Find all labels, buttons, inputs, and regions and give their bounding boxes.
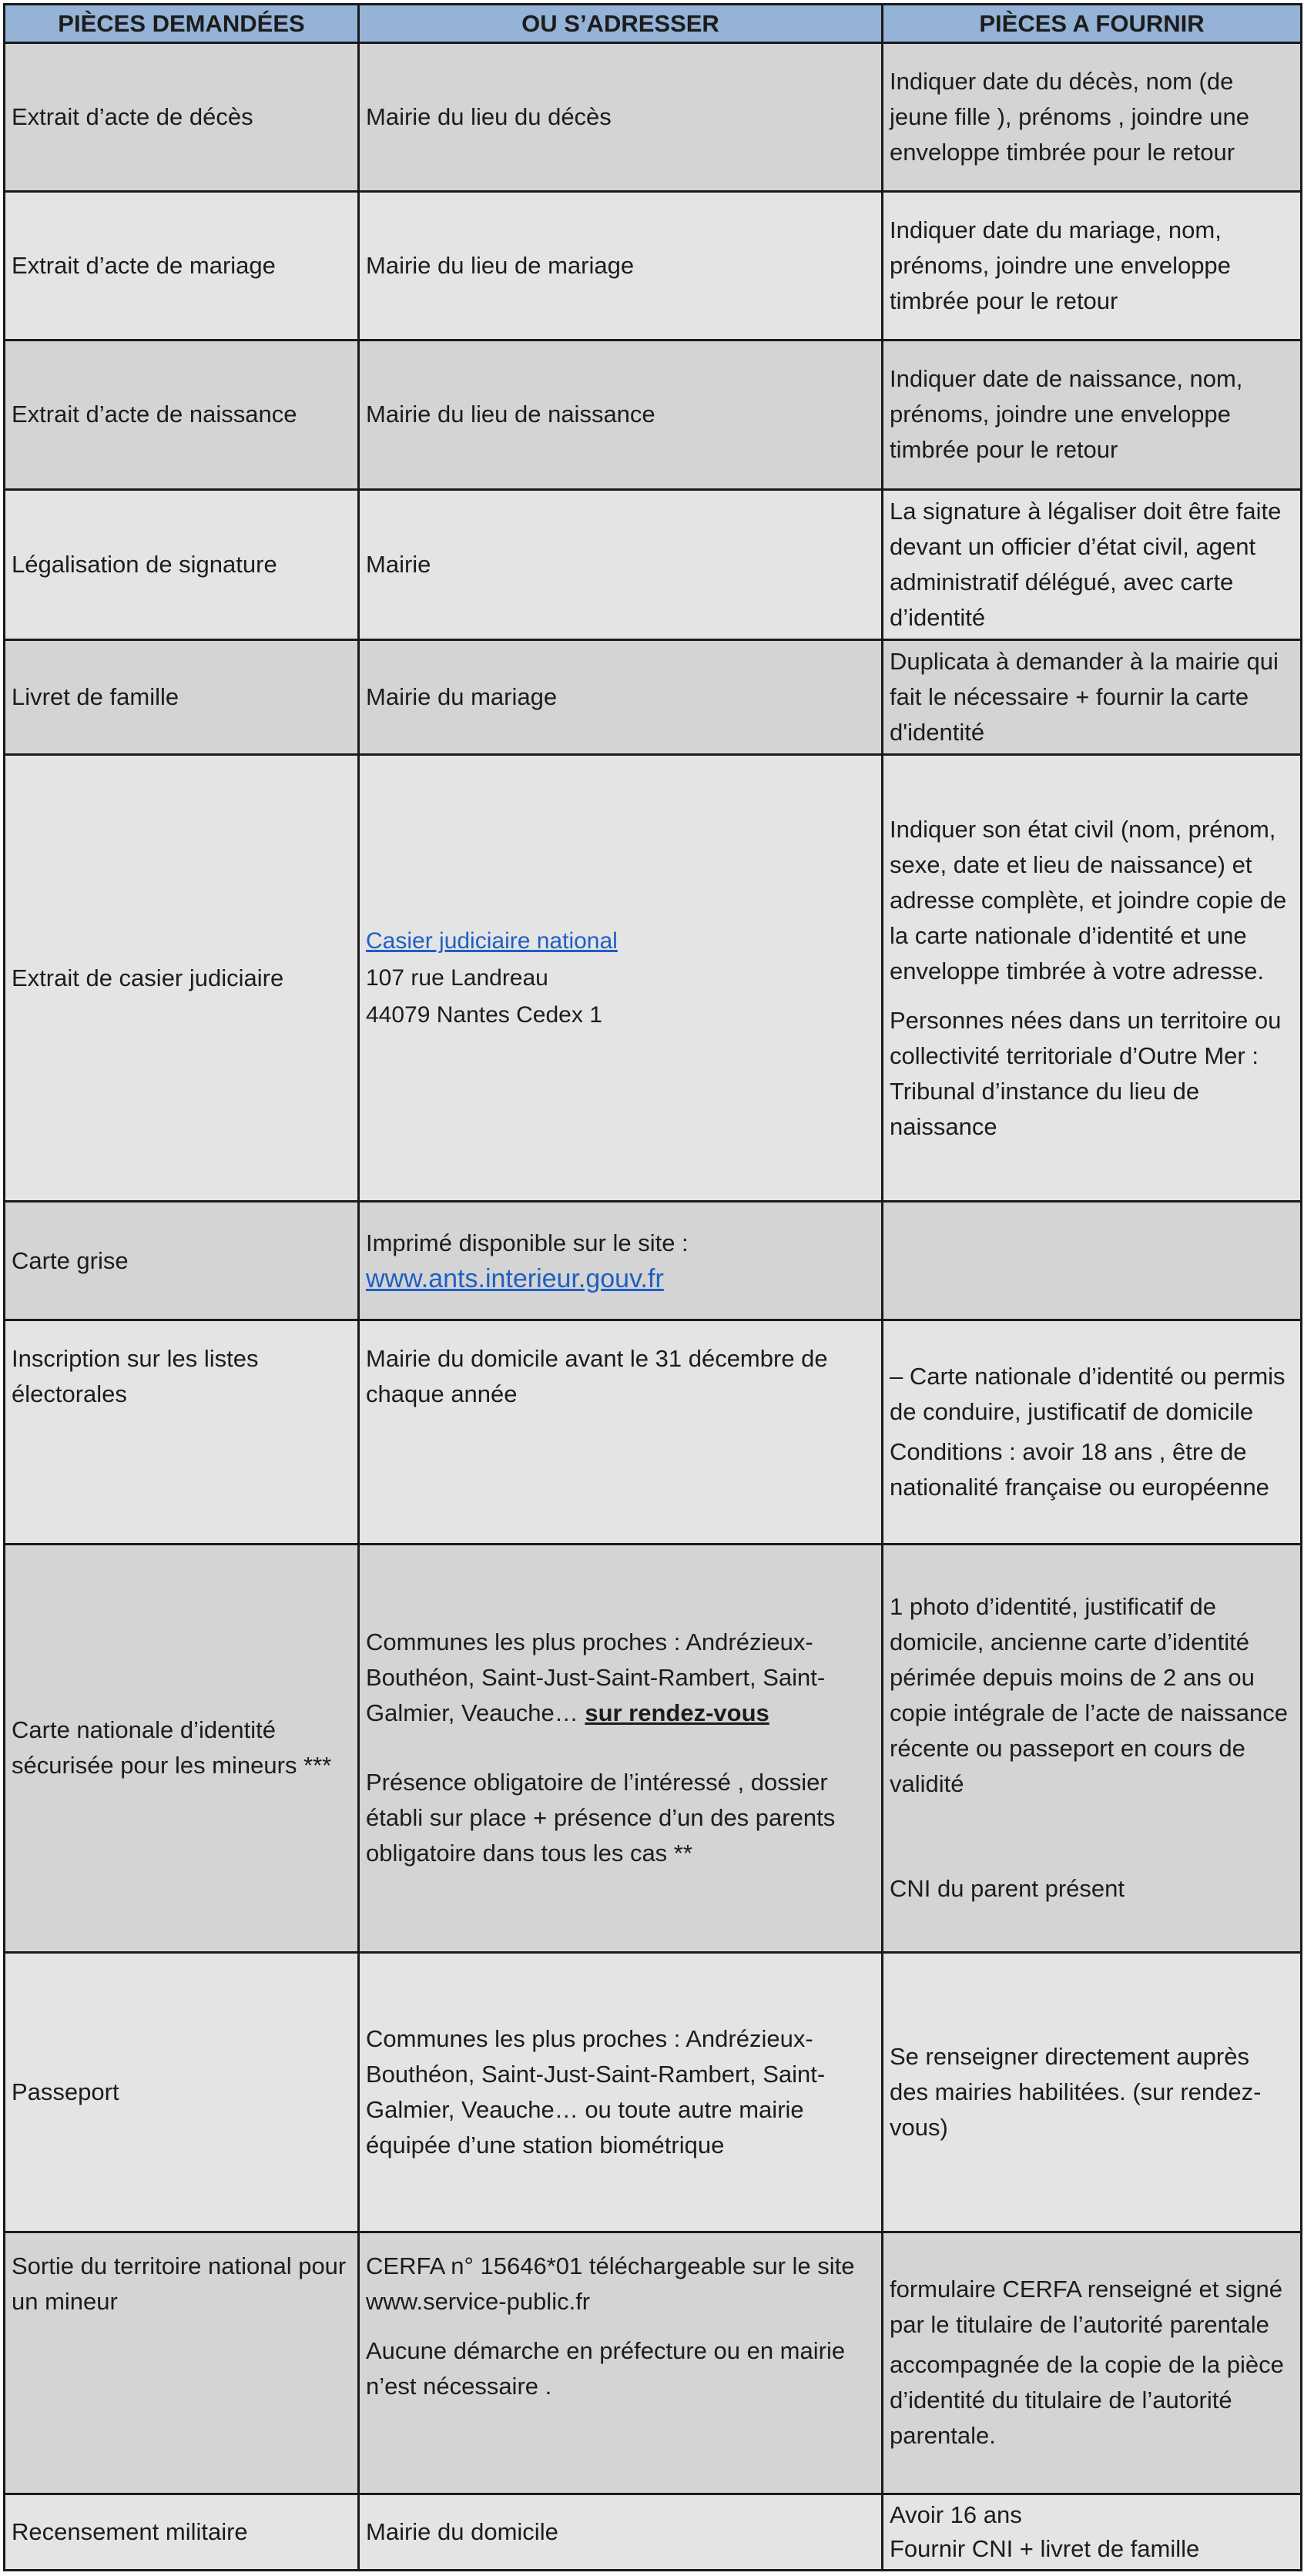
docs-text: Indiquer date du mariage, nom, prénoms, joindre une enveloppe timbrée pour le retour: [890, 216, 1231, 315]
cell-docs: [883, 1544, 1302, 1952]
cell-docs: [883, 754, 1302, 1202]
table-row: [5, 1953, 1302, 2232]
where-text: Imprimé disponible sur le site :: [366, 1229, 689, 1256]
docs-text: Duplicata à demander à la mairie qui fait le nécessaire + fournir la carte d'identité: [890, 647, 1279, 746]
cell-piece: Inscription sur les listes électorales: [5, 1320, 359, 1544]
cell-piece: Extrait d’acte de mariage: [5, 192, 359, 340]
cell-piece: Extrait de casier judiciaire: [5, 754, 359, 1202]
address-line: 44079 Nantes Cedex 1: [366, 1001, 602, 1028]
cell-docs: [883, 2494, 1302, 2570]
header-ou-s-adresser: OU S’ADRESSER: [359, 5, 883, 43]
table-row: [5, 2494, 1302, 2570]
table-row: [5, 639, 1302, 754]
cell-docs: [883, 2232, 1302, 2494]
table-row: [5, 340, 1302, 489]
docs-text: Se renseigner directement auprès des mairies habilitées. (sur rendez-vous): [890, 2042, 1262, 2141]
cell-piece: Carte nationale d’identité sécurisée pour les mineurs ***: [5, 1544, 359, 1952]
header-pieces-a-fournir: PIÈCES A FOURNIR: [883, 5, 1302, 43]
docs-text: 1 photo d’identité, justificatif de domicile, ancienne carte d’identité périmée depuis moins de 2 ans ou copie intégrale de l’acte de naissance récente ou passeport en cours de validité: [890, 1593, 1289, 1798]
docs-text: La signature à légaliser doit être faite devant un officier d’état civil, agent administratif délégué, avec carte d’identité: [890, 497, 1282, 631]
cell-docs: [883, 1320, 1302, 1544]
docs-text: formulaire CERFA renseigné et signé par le titulaire de l’autorité parentale: [890, 2276, 1283, 2339]
cell-piece: Livret de famille: [5, 639, 359, 754]
table-row: [5, 192, 1302, 340]
where-lead: Communes les plus proches : Andrézieux-Bouthéon, Saint-Just-Saint-Rambert, Saint-Galmier, Veauche…: [366, 1628, 826, 1727]
administrative-documents-table: [3, 3, 1302, 2571]
address-line: 107 rue Landreau: [366, 964, 548, 991]
cell-docs: [883, 639, 1302, 754]
table-row: [5, 1320, 1302, 1544]
cell-where: [359, 2232, 883, 2494]
cell-where: Mairie: [359, 489, 883, 639]
where-extra: Aucune démarche en préfecture ou en mairie n’est nécessaire .: [366, 2336, 846, 2400]
cell-docs: [883, 1953, 1302, 2232]
cell-where: [359, 754, 883, 1202]
cell-where: Mairie du mariage: [359, 639, 883, 754]
where-text: CERFA n° 15646*01 téléchargeable sur le site www.service-public.fr: [366, 2252, 855, 2315]
cell-docs: [883, 43, 1302, 192]
cell-piece: Recensement militaire: [5, 2494, 359, 2570]
cell-where: [359, 1202, 883, 1320]
docs-text: Fournir CNI + livret de famille: [890, 2534, 1200, 2562]
docs-text: Conditions : avoir 18 ans , être de nationalité française ou européenne: [890, 1438, 1269, 1501]
table-row: [5, 43, 1302, 192]
table-row: [5, 489, 1302, 639]
docs-text: Indiquer date du décès, nom (de jeune fille ), prénoms , joindre une enveloppe timbrée pour le retour: [890, 68, 1249, 166]
table-row: [5, 754, 1302, 1202]
docs-text: – Carte nationale d’identité ou permis de conduire, justificatif de domicile: [890, 1363, 1286, 1426]
header-row: [5, 5, 1302, 43]
docs-text: Indiquer date de naissance, nom, prénoms, joindre une enveloppe timbrée pour le retour: [890, 365, 1243, 464]
cell-where: [359, 1544, 883, 1952]
cell-where: Mairie du domicile avant le 31 décembre de chaque année: [359, 1320, 883, 1544]
table-row: [5, 2232, 1302, 2494]
cell-docs: [883, 1202, 1302, 1320]
cell-where: Mairie du lieu de mariage: [359, 192, 883, 340]
cell-piece: Passeport: [5, 1953, 359, 2232]
cell-where: Mairie du domicile: [359, 2494, 883, 2570]
cell-where: Mairie du lieu du décès: [359, 43, 883, 192]
docs-text: accompagnée de la copie de la pièce d’identité du titulaire de l’autorité parentale.: [890, 2351, 1284, 2450]
cell-piece: Extrait d’acte de décès: [5, 43, 359, 192]
header-pieces-demandees: PIÈCES DEMANDÉES: [5, 5, 359, 43]
cell-docs: [883, 489, 1302, 639]
casier-judiciaire-link[interactable]: Casier judiciaire national: [366, 927, 618, 954]
docs-text: CNI du parent présent: [890, 1875, 1125, 1903]
docs-text: Personnes nées dans un territoire ou collectivité territoriale d’Outre Mer : Tribunal d’instance du lieu de naissance: [890, 1006, 1282, 1140]
docs-text: Avoir 16 ans: [890, 2501, 1022, 2528]
table-row: [5, 1202, 1302, 1320]
cell-docs: [883, 192, 1302, 340]
cell-where: Mairie du lieu de naissance: [359, 340, 883, 489]
cell-where: Communes les plus proches : Andrézieux-Bouthéon, Saint-Just-Saint-Rambert, Saint-Galmier, Veauche… ou toute autre mairie équipée d’une station biométrique: [359, 1953, 883, 2232]
cell-piece: Carte grise: [5, 1202, 359, 1320]
ants-link[interactable]: www.ants.interieur.gouv.fr: [366, 1263, 664, 1293]
rendez-vous-emphasis: sur rendez-vous: [585, 1699, 769, 1727]
cell-piece: Légalisation de signature: [5, 489, 359, 639]
cell-docs: [883, 340, 1302, 489]
cell-piece: Extrait d’acte de naissance: [5, 340, 359, 489]
table-row: [5, 1544, 1302, 1952]
docs-text: Indiquer son état civil (nom, prénom, sexe, date et lieu de naissance) et adresse complète, et joindre copie de la carte nationale d’identité et une enveloppe timbrée à votre adresse.: [890, 815, 1287, 984]
where-text: [366, 1625, 875, 1731]
cell-piece: Sortie du territoire national pour un mineur: [5, 2232, 359, 2494]
where-extra: Présence obligatoire de l’intéressé , dossier établi sur place + présence d’un des parents obligatoire dans tous les cas **: [366, 1769, 836, 1867]
